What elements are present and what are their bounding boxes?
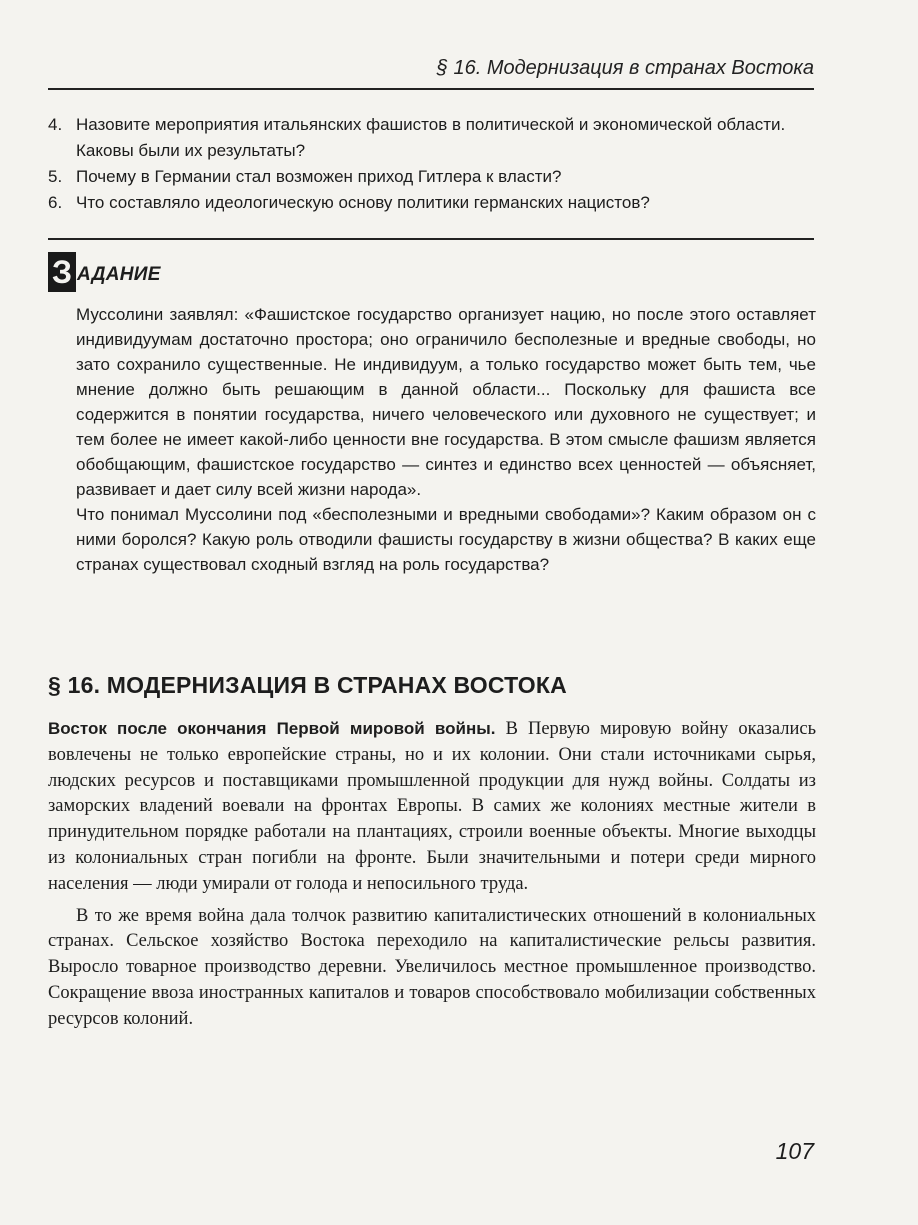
question-item	[48, 164, 818, 190]
question-number: 5.	[48, 167, 63, 186]
section-paragraph-text: В Первую мировую войну оказались вовлечены не только европейские страны, но и их колонии. Они стали источниками сырья, людских ресурсов и поставщиками промышленной продукции для нужд войны. Солдаты из заморских владений воевали на фронтах Европы. В самих же колониях местные жители в принудительном порядке работали на плантациях, строили военные объекты. Многие выходцы из колониальных стран погибли на фронте. Были значительными и потери среди мирного населения — люди умирали от голода и непосильного труда.	[48, 719, 817, 894]
question-number: 6.	[48, 193, 63, 212]
task-heading	[48, 252, 161, 292]
question-text: Назовите мероприятия итальянских фашистов в политической и экономической области. Каковы были их результаты?	[76, 115, 786, 160]
question-item	[48, 112, 818, 164]
question-number: 4.	[48, 115, 63, 134]
running-header	[48, 48, 814, 90]
question-item	[48, 190, 818, 216]
task-heading-text: АДАНИЕ	[77, 264, 161, 285]
page-number: 107	[775, 1138, 814, 1164]
section-subheading: Восток после окончания Первой мировой войны.	[48, 719, 496, 738]
question-text: Что составляло идеологическую основу политики германских нацистов?	[76, 193, 650, 212]
review-questions	[48, 112, 818, 216]
question-text: Почему в Германии стал возможен приход Гитлера к власти?	[76, 167, 562, 186]
task-questions: Что понимал Муссолини под «бесполезными и вредными свободами»? Каким образом он с ними боролся? Какую роль отводили фашисты государству в жизни общества? В каких еще странах существовал сходный взгляд на роль государства?	[76, 505, 816, 574]
task-dropcap: З	[48, 252, 76, 292]
task-body	[76, 302, 816, 577]
section-title: § 16. МОДЕРНИЗАЦИЯ В СТРАНАХ ВОСТОКА	[48, 672, 567, 698]
section-body	[48, 716, 816, 1033]
task-divider	[48, 238, 814, 240]
section-paragraph: В то же время война дала толчок развитию капиталистических отношений в колониальных странах. Сельское хозяйство Востока переходило на капиталистические рельсы развития. Выросло товарное производство деревни. Увеличилось местное промышленное производство. Сокращение ввоза иностранных капиталов и товаров способствовало мобилизации собственных ресурсов колоний.	[48, 905, 816, 1029]
section-paragraph	[48, 716, 816, 898]
running-header-title: § 16. Модернизация в странах Востока	[436, 57, 814, 79]
task-quote: Муссолини заявлял: «Фашистское государство организует нацию, но после этого оставляет индивидуумам достаточно простора; оно ограничило бесполезные и вредные свободы, но зато сохранило существенные. Не индивидуум, а только государство может быть тем, чье мнение должно быть решающим в данной области... Поскольку для фашиста все содержится в понятии государства, ничего человеческого или духовного не существует; и тем более не имеет какой-либо ценности вне государства. В этом смысле фашизм является обобщающим, фашистское государство — синтез и единство всех ценностей — объясняет, развивает и дает силу всей жизни народа».	[76, 305, 816, 499]
